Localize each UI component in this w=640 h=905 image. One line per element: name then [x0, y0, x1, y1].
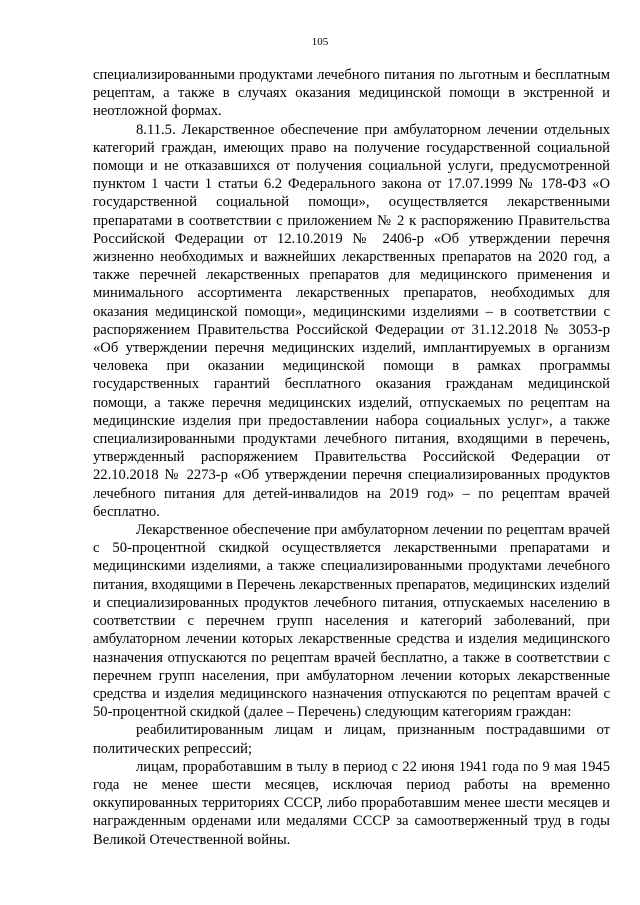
page-number: 105 — [311, 36, 329, 48]
paragraph-home-front-workers: лицам, проработавшим в тылу в период с 22 июня 1941 года по 9 мая 1945 года не менее шести месяцев, исключая период работы на временно оккупированных территориях СССР, либо проработавшим менее шести месяцев и награжденным орденами или медалями СССР за самоотверженный труд в годы Великой Отечественной войны. — [93, 758, 610, 848]
document-body — [93, 66, 610, 849]
paragraph-rehabilitated-persons: реабилитированным лицам и лицам, признанным пострадавшими от политических репрессий; — [93, 722, 610, 757]
paragraph-discount-provision: Лекарственное обеспечение при амбулаторном лечении по рецептам врачей с 50-процентной скидкой осуществляется лекарственными препаратами и медицинскими изделиями, а также специализированными продуктами лечебного питания, входящими в Перечень лекарственных препаратов, медицинских изделий и специализированных продуктов лечебного питания, отпускаемых населению в соответствии с перечнем групп населения и категорий заболеваний, при амбулаторном лечении которых лекарственные средства и изделия медицинского назначения отпускаются по рецептам врачей бесплатно, а также в соответствии с перечнем групп населения, при амбулаторном лечении которых лекарственные средства и изделия медицинского назначения отпускаются по рецептам врачей с 50-процентной скидкой (далее – Перечень) следующим категориям граждан: — [93, 522, 610, 721]
paragraph-continuation: специализированными продуктами лечебного питания по льготным и бесплатным рецептам, а также в случаях оказания медицинской помощи в экстренной и неотложной формах. — [93, 67, 610, 120]
paragraph-8-11-5: 8.11.5. Лекарственное обеспечение при амбулаторном лечении отдельных категорий граждан, имеющих право на получение государственной социальной помощи и не отказавшихся от получения социальной услуги, предусмотренной пунктом 1 части 1 статьи 6.2 Федерального закона от 17.07.1999 № 178-ФЗ «О государственной социальной помощи», осуществляется лекарственными препаратами в соответствии с приложением № 2 к распоряжению Правительства Российской Федерации от 12.10.2019 № 2406-р «Об утверждении перечня жизненно необходимых и важнейших лекарственных препаратов на 2020 год, а также перечней лекарственных препаратов для медицинского применения и минимального ассортимента лекарственных препаратов, необходимых для оказания медицинской помощи», медицинскими изделиями – в соответствии с распоряжением Правительства Российской Федерации от 31.12.2018 № 3053-р «Об утверждении перечня медицинских изделий, имплантируемых в организм человека при оказании медицинской помощи в рамках программы государственных гарантий бесплатного оказания гражданам медицинской помощи, а также перечня медицинских изделий, отпускаемых по рецептам на медицинские изделия при предоставлении набора социальных услуг», а также специализированными продуктами лечебного питания, входящими в перечень, утвержденный распоряжением Правительства Российской Федерации от 22.10.2018 № 2273-р «Об утверждении перечня специализированных продуктов лечебного питания для детей-инвалидов на 2019 год» – по рецептам врачей бесплатно. — [93, 121, 610, 520]
